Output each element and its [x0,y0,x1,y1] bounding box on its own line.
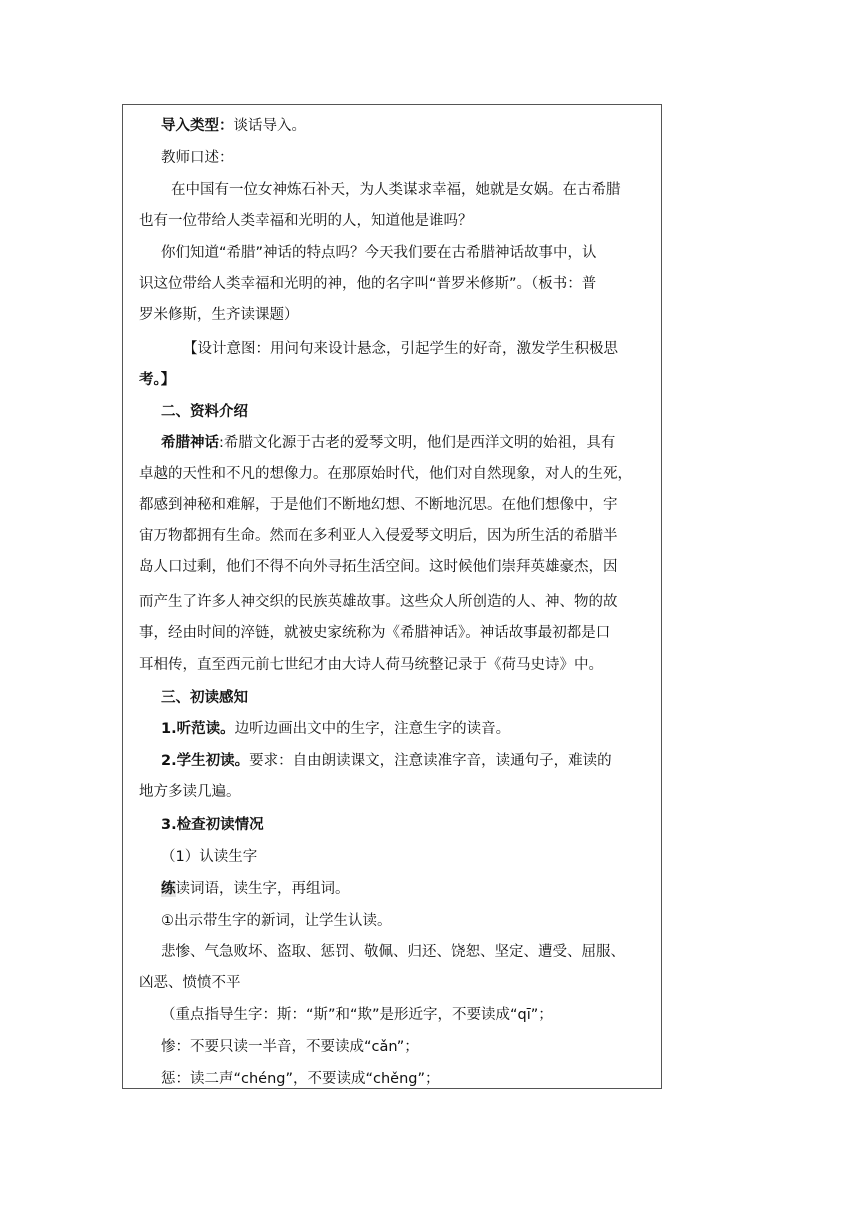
section2-line: 宙万物都拥有生命。然而在多利亚人入侵爱琴文明后，因为所生活的希腊半 [139,528,618,544]
intro-type-line [161,116,681,136]
design-intent-line: 【设计意图：用问句来设计悬念，引起学生的好奇，激发学生积极思 [183,341,618,357]
step-text: 边听边画出文中的生字，注意生字的读音。 [234,721,511,737]
step-text: 要求：自由朗读课文，注意读准字音，读通句子，难读的 [249,753,612,769]
practice-highlight: 练 [161,881,176,897]
sub-heading: （1）认读生字 [161,849,258,865]
section2-line: 都感到神秘和难解，于是他们不断地幻想、不断地沉思。在他们想像中，宇 [139,497,618,513]
section2-line: 耳相传，直至西元前七世纪才由大诗人荷马统整记录于《荷马史诗》中。 [139,657,603,673]
teacher-label: 教师口述： [161,150,234,166]
section-heading: 二、资料介绍 [161,404,248,420]
design-intent-line: 考。】 [139,372,176,388]
intro-type-value: 谈话导入。 [233,118,306,134]
section2-text: :希腊文化源于古老的爱琴文明，他们是西洋文明的始祖，具有 [219,435,616,451]
step-label: 2.学生初读。 [161,753,250,769]
section-heading: 三、初读感知 [161,690,248,706]
section2-line: 事，经由时间的淬链，就被史家统称为《希腊神话》。神话故事最初都是口 [139,625,611,641]
intro-type-label: 导入类型： [161,118,234,134]
intro-paragraph-line: 你们知道“希腊”神话的特点吗？今天我们要在古希腊神话故事中，认 [161,245,597,261]
pronunciation-note: 惩：读二声“chéng”，不要读成“chěng”； [161,1071,440,1087]
section2-line: 卓越的天性和不凡的想像力。在那原始时代，他们对自然现象，对人的生死， [139,466,632,482]
intro-paragraph-line: 罗米修斯，生齐读课题） [139,307,299,323]
section2-line [161,433,681,453]
practice-line [161,879,681,899]
step-label: 1.听范读。 [161,721,235,737]
intro-paragraph-line: 在中国有一位女神炼石补天，为人类谋求幸福，她就是女娲。在古希腊 [171,182,621,198]
greek-myth-term: 希腊神话 [161,435,219,451]
pronunciation-note: 惨：不要只读一半音，不要读成“cǎn”； [161,1039,419,1055]
section2-line: 岛人口过剩，他们不得不向外寻拓生活空间。这时候他们崇拜英雄豪杰，因 [139,559,618,575]
step-item [161,719,681,739]
practice-text: 读词语，读生字，再组词。 [175,881,350,897]
step-label: 3.检查初读情况 [161,817,264,833]
section2-line: 而产生了许多人神交织的民族英雄故事。这些众人所创造的人、神、物的故 [139,594,618,610]
step-item [161,751,681,771]
intro-paragraph-line: 识这位带给人类幸福和光明的神，他的名字叫“普罗米修斯”。（板书：普 [139,276,597,292]
word-list-line: 悲惨、气急败坏、盗取、惩罚、敬佩、归还、饶恕、坚定、遭受、屈服、 [161,944,625,960]
pronunciation-note: （重点指导生字：斯：“斯”和“欺”是形近字，不要读成“qī”； [161,1007,553,1023]
word-list-line: 凶恶、愤愤不平 [139,975,241,991]
step-text-line: ①出示带生字的新词，让学生认读。 [161,913,392,929]
step-text-line: 地方多读几遍。 [139,784,241,800]
intro-paragraph-line: 也有一位带给人类幸福和光明的人，知道他是谁吗？ [139,213,473,229]
